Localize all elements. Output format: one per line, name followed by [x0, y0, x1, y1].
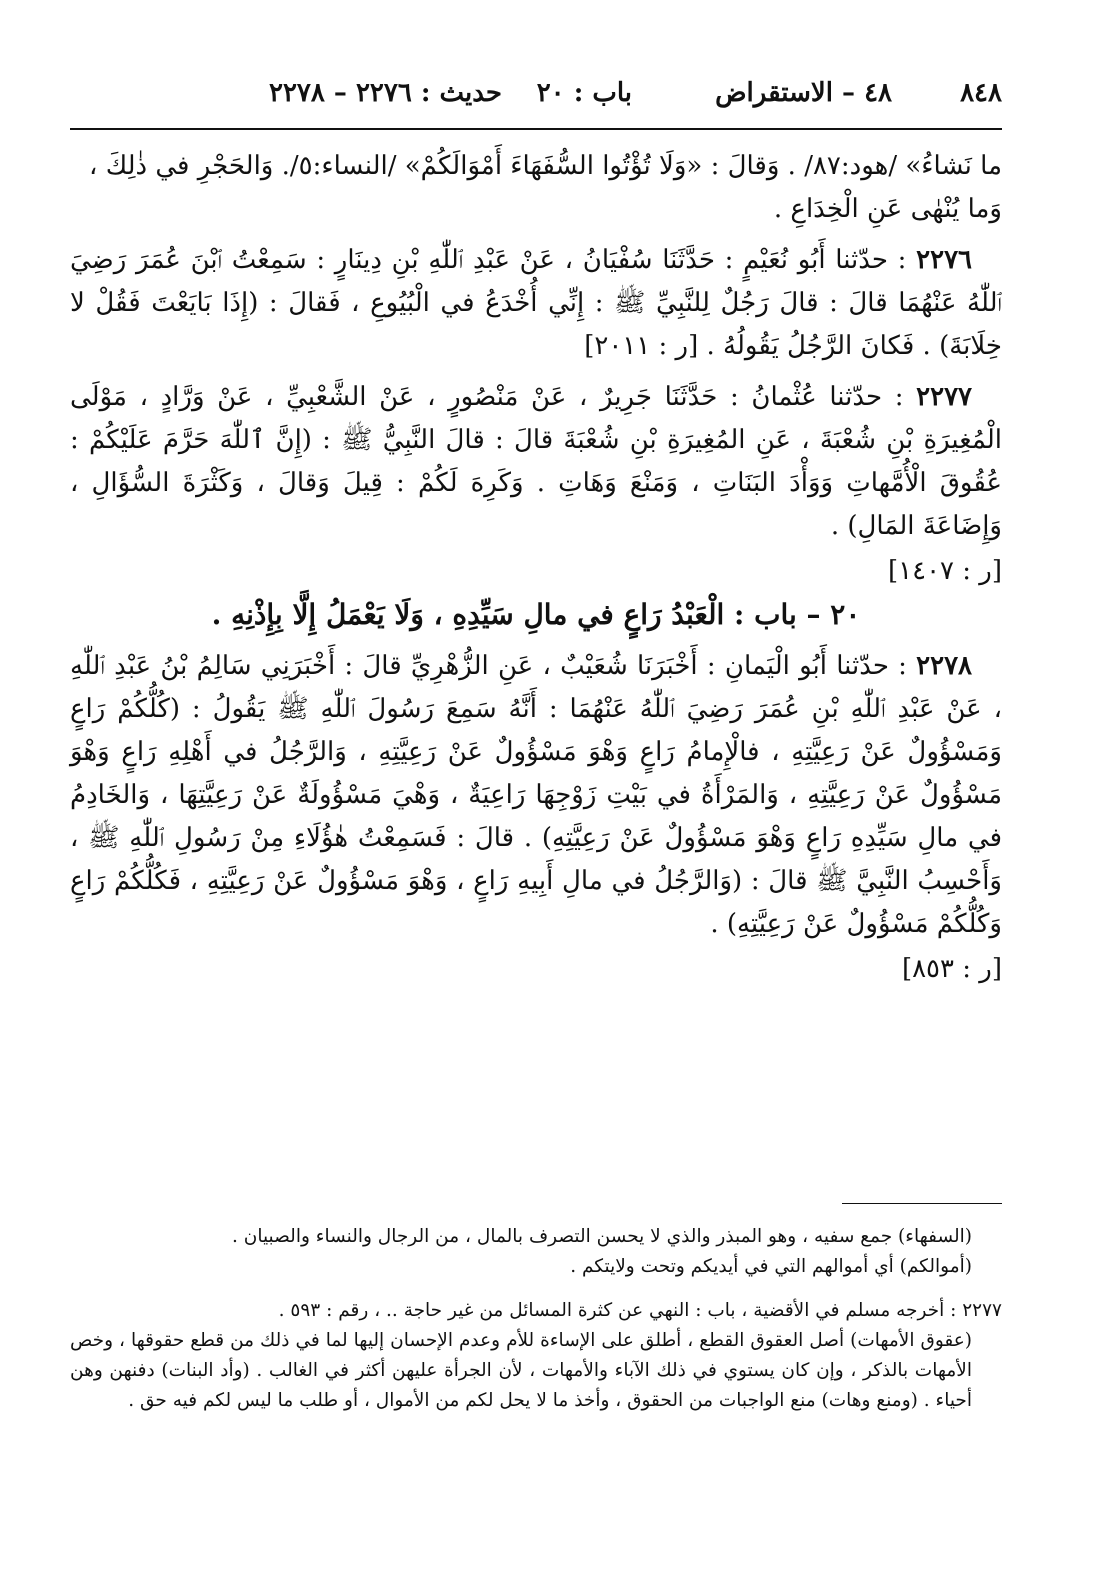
hadith-range: حديث : ٢٢٧٦ – ٢٢٧٨ [268, 78, 502, 108]
main-text [70, 145, 1002, 991]
hadith-text: : حدّثنا أَبُو الْيَمانِ : أَخْبَرَنَا شُعَيْبٌ ، عَنِ الزُّهْرِيِّ قالَ : أَخْبَرَنِي سَالِمُ بْنُ عَبْدِ ٱللّٰهِ ، عَنْ عَبْدِ ٱللّٰهِ بْنِ عُمَرَ رَضِيَ ٱللّٰهُ عَنْهُمَا : أَنَّهُ سَمِعَ رَسُولَ ٱللّٰهِ ﷺ يَقُولُ : (كُلُّكُمْ رَاعٍ وَمَسْؤُولٌ عَنْ رَعِيَّتِهِ ، فالْإِمامُ رَاعٍ وَهْوَ مَسْؤُولٌ عَنْ رَعِيَّتِهِ ، وَالرَّجُلُ في أَهْلِهِ رَاعٍ وَهْوَ مَسْؤُولٌ عَنْ رَعِيَّتِهِ ، وَالمَرْأَةُ في بَيْتِ زَوْجِهَا رَاعِيَةٌ ، وَهْيَ مَسْؤُولَةٌ عَنْ رَعِيَّتِهَا ، وَالخَادِمُ في مالِ سَيِّدِهِ رَاعٍ وَهْوَ مَسْؤُولٌ عَنْ رَعِيَّتِهِ) . قالَ : فَسَمِعْتُ هٰؤُلَاءِ مِنْ رَسُولِ ٱللّٰهِ ﷺ ، وَأَحْسِبُ النَّبِيَّ ﷺ قالَ : (وَالرَّجُلُ في مالِ أَبِيهِ رَاعٍ ، وَهْوَ مَسْؤُولٌ عَنْ رَعِيَّتِهِ ، فَكُلُّكُمْ رَاعٍ وَكُلُّكُمْ مَسْؤُولٌ عَنْ رَعِيَّتِهِ) . [70, 651, 1002, 939]
hadith-text: : حدّثنا أَبُو نُعَيْمٍ : حَدَّثَنَا سُفْيَانُ ، عَنْ عَبْدِ ٱللّٰهِ بْنِ دِينَارٍ : سَمِعْتُ ٱبْنَ عُمَرَ رَضِيَ ٱللّٰهُ عَنْهُمَا قالَ : قالَ رَجُلٌ لِلنَّبِيِّ ﷺ : إِنِّي أُخْدَعُ في الْبُيُوعِ ، فَقالَ : (إِذَا بَايَعْتَ فَقُلْ لا خِلَابَةَ) . فَكانَ الرَّجُلُ يَقُولُهُ . [70, 245, 1002, 361]
hadith-2276 [70, 239, 1002, 368]
book-title: ٤٨ – الاستقراض [715, 78, 892, 108]
footnote-sufaha: (السفهاء) جمع سفيه ، وهو المبذر والذي لا يحسن التصرف بالمال ، من الرجال والنساء والصبيان . [231, 1226, 972, 1247]
running-header [70, 78, 1002, 118]
header-divider [70, 128, 1002, 130]
hadith-reference: [ر : ٢٠١١] [584, 331, 699, 361]
hadith-2277 [70, 376, 1002, 548]
hadith-number: ٢٢٧٨ [916, 651, 972, 681]
book-page [70, 0, 1002, 1585]
hadith-reference: [ر : ١٤٠٧] [887, 556, 1002, 586]
hadith-number: ٢٢٧٧ [916, 382, 972, 412]
chapter-heading: ٢٠ – باب : الْعَبْدُ رَاعٍ في مالِ سَيِّدِهِ ، وَلَا يَعْمَلُ إِلَّا بِإِذْنِهِ . [211, 598, 861, 631]
chapter-number: باب : ٢٠ [536, 78, 632, 108]
hadith-reference: [ر : ٨٥٣] [901, 954, 1002, 984]
intro-line-1: ما نَشاءُ» /هود:٨٧/ . وَقالَ : «وَلَا تُؤْتُوا السُّفَهَاءَ أَمْوَالَكُمْ» /النساء:٥/. وَالحَجْرِ في ذٰلِكَ ، [89, 151, 1002, 181]
hadith-2278 [70, 645, 1002, 946]
footnote-2277-explanation: (عقوق الأمهات) أصل العقوق القطع ، أطلق على الإساءة للأم وعدم الإحسان إليها لما في ذلك من قطع حقوقها ، وخص الأمهات بالذكر ، وإن كان يستوي في ذلك الآباء والأمهات ، لأن الجرأة عليهن أكثر في الغالب . (وأد البنات) دفنهن وهن أحياء . (ومنع وهات) منع الواجبات من الحقوق ، وأخذ ما لا يحل لكم من الأموال ، أو طلب ما ليس لكم فيه حق . [70, 1330, 972, 1411]
footnote-2277-source: ٢٢٧٧ : أخرجه مسلم في الأقضية ، باب : النهي عن كثرة المسائل من غير حاجة .. ، رقم : ٥٩٣ . [278, 1300, 1002, 1321]
footnote-divider [842, 1203, 1002, 1204]
footnote-amwalakum: (أموالكم) أي أموالهم التي في أيديكم وتحت ولايتكم . [570, 1256, 972, 1277]
hadith-number: ٢٢٧٦ [916, 245, 972, 275]
page-number: ٨٤٨ [960, 78, 1002, 108]
footnotes [70, 1222, 1002, 1416]
hadith-text: : حدّثنا عُثْمانُ : حَدَّثَنَا جَرِيرٌ ، عَنْ مَنْصُورٍ ، عَنْ الشَّعْبِيِّ ، عَنْ وَرَّادٍ ، مَوْلَى الْمُغِيرَةِ بْنِ شُعْبَةَ ، عَنِ المُغِيرَةِ بْنِ شُعْبَةَ قالَ : قالَ النَّبِيُّ ﷺ : (إِنَّ ٱللّٰهَ حَرَّمَ عَلَيْكُمْ : عُقُوقَ الْأُمَّهاتِ وَوَأْدَ البَنَاتِ ، وَمَنْعَ وَهَاتِ . وَكَرِهَ لَكُمْ : قِيلَ وَقالَ ، وَكَثْرَةَ السُّؤَالِ ، وَإِضَاعَةَ المَالِ) . [70, 382, 1002, 541]
intro-line-2: وَما يُنْهٰى عَنِ الْخِدَاعِ . [773, 194, 1002, 224]
